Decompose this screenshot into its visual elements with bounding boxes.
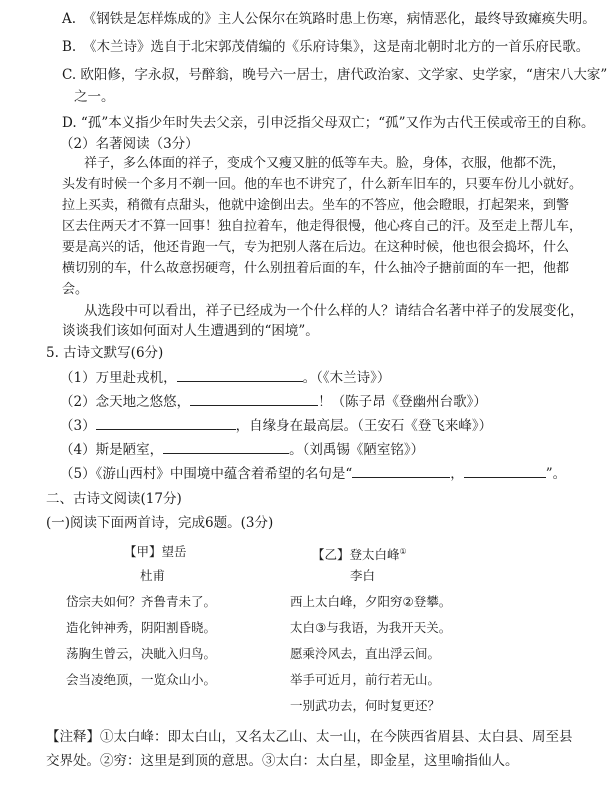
poem-a-author: 杜甫 (140, 568, 166, 583)
passage-line-2: 头发有时候一个多月不剃一回。他的车也不讲究了，什么新车旧车的，只要车份儿小就好。 (62, 177, 583, 192)
choice-a: A. 《钢铁是怎样炼成的》主人公保尔在筑路时患上伤寒，病情恶化，最终导致瘫痪失明。 (62, 11, 596, 27)
passage-line-6: 横切别的车，什么故意拐硬弯，什么别扭着后面的车，什么抽冷子搪前面的车一把，他都 (62, 261, 570, 276)
dictation-item-4: （4）斯是陋室， 。（刘禹锡《陋室铭》） (60, 439, 424, 459)
choice-c-line2: 之一。 (74, 89, 115, 105)
dictation-header: 5. 古诗文默写(6分) (46, 345, 164, 361)
dictation-item-3: （3） ，自缘身在最高层。（王安石《登飞来峰》） (60, 415, 492, 435)
poem-a-line-2: 造化钟神秀，阴阳割昏晓。 (66, 620, 217, 635)
poem-a-line-3: 荡胸生曾云，决眦入归鸟。 (66, 646, 217, 661)
passage-line-1: 祥子，多么体面的祥子，变成个又瘦又脏的低等车夫。脸，身体，衣服，他都不洗， (84, 156, 566, 171)
answer-blank[interactable] (464, 463, 546, 478)
answer-blank[interactable] (96, 415, 236, 430)
choice-c-line1: C. 欧阳修，字永叔，号醉翁，晚号六一居士，唐代政治家、文学家、史学家，“唐宋八大家” (62, 67, 608, 83)
answer-blank[interactable] (190, 391, 318, 406)
reading-question-line2: 谈谈我们该如何面对人生遭遇到的“困境”。 (62, 323, 319, 339)
poem-a-title: 【甲】望岳 (124, 544, 187, 559)
poem-b-author: 李白 (350, 568, 376, 583)
section-sub-header: (一)阅读下面两首诗，完成6题。(3分) (46, 515, 274, 531)
poem-a-line-4: 会当凌绝顶，一览众山小。 (66, 672, 217, 687)
section-header: 二、古诗文阅读(17分) (46, 491, 182, 507)
answer-blank[interactable] (163, 439, 289, 454)
notes-line2: 交界处。②穷：这里是到顶的意思。③太白：太白星，即金星，这里喻指仙人。 (46, 753, 519, 769)
dictation-item-1: （1）万里赴戎机， 。（《木兰诗》） (60, 367, 390, 387)
choice-d: D. “孤”本义指少年时失去父亲，引申泛指父母双亡；“孤”又作为古代王侯或帝王的自称。 (62, 115, 595, 131)
reading-question-line1: 从选段中可以看出，祥子已经成为一个什么样的人？请结合名著中祥子的发展变化， (84, 303, 584, 319)
passage-line-4: 区去住两天才不算一回事！独自拉着车，他走得很慢，他心疼自己的汗。及至走上帮儿车， (62, 219, 583, 234)
poem-b-line-3: 愿乘泠风去，直出浮云间。 (290, 646, 441, 661)
poem-a-line-1: 岱宗夫如何？齐鲁青未了。 (66, 594, 217, 609)
poem-b-title: 【乙】登太白峰① (312, 547, 407, 563)
reading-header: （2）名著阅读（3分） (60, 136, 199, 152)
dictation-item-2: （2）念天地之悠悠， ！（陈子昂《登幽州台歌》） (60, 391, 487, 411)
passage-line-7: 会。 (62, 282, 89, 297)
answer-blank[interactable] (177, 367, 303, 382)
poem-b-line-4: 举手可近月，前行若无山。 (290, 672, 441, 687)
poem-b-line-5: 一别武功去，何时复更还？ (290, 698, 441, 713)
passage-line-5: 要是高兴的话，他还肯跑一气，专为把别人落在后边。在这种时候，他也很会捣坏，什么 (62, 240, 570, 255)
passage-line-3: 拉上买卖，稍微有点甜头，他就中途倒出去。坐车的不答应，他会瞪眼，打起架来，到警 (62, 198, 570, 213)
answer-blank[interactable] (352, 463, 450, 478)
dictation-item-5: （5）《游山西村》中围境中蕴含着希望的名句是“ ， ”。 (60, 463, 566, 483)
poem-b-line-1: 西上太白峰，夕阳穷②登攀。 (290, 594, 452, 609)
notes-line1: 【注释】①太白峰：即太白山，又名太乙山、太一山，在今陕西省眉县、太白县、周至县 (46, 729, 573, 745)
choice-b: B. 《木兰诗》选自于北宋郭茂倩编的《乐府诗集》，这是南北朝时北方的一首乐府民歌。 (62, 39, 590, 55)
poem-b-line-2: 太白③与我语，为我开天关。 (290, 620, 452, 635)
